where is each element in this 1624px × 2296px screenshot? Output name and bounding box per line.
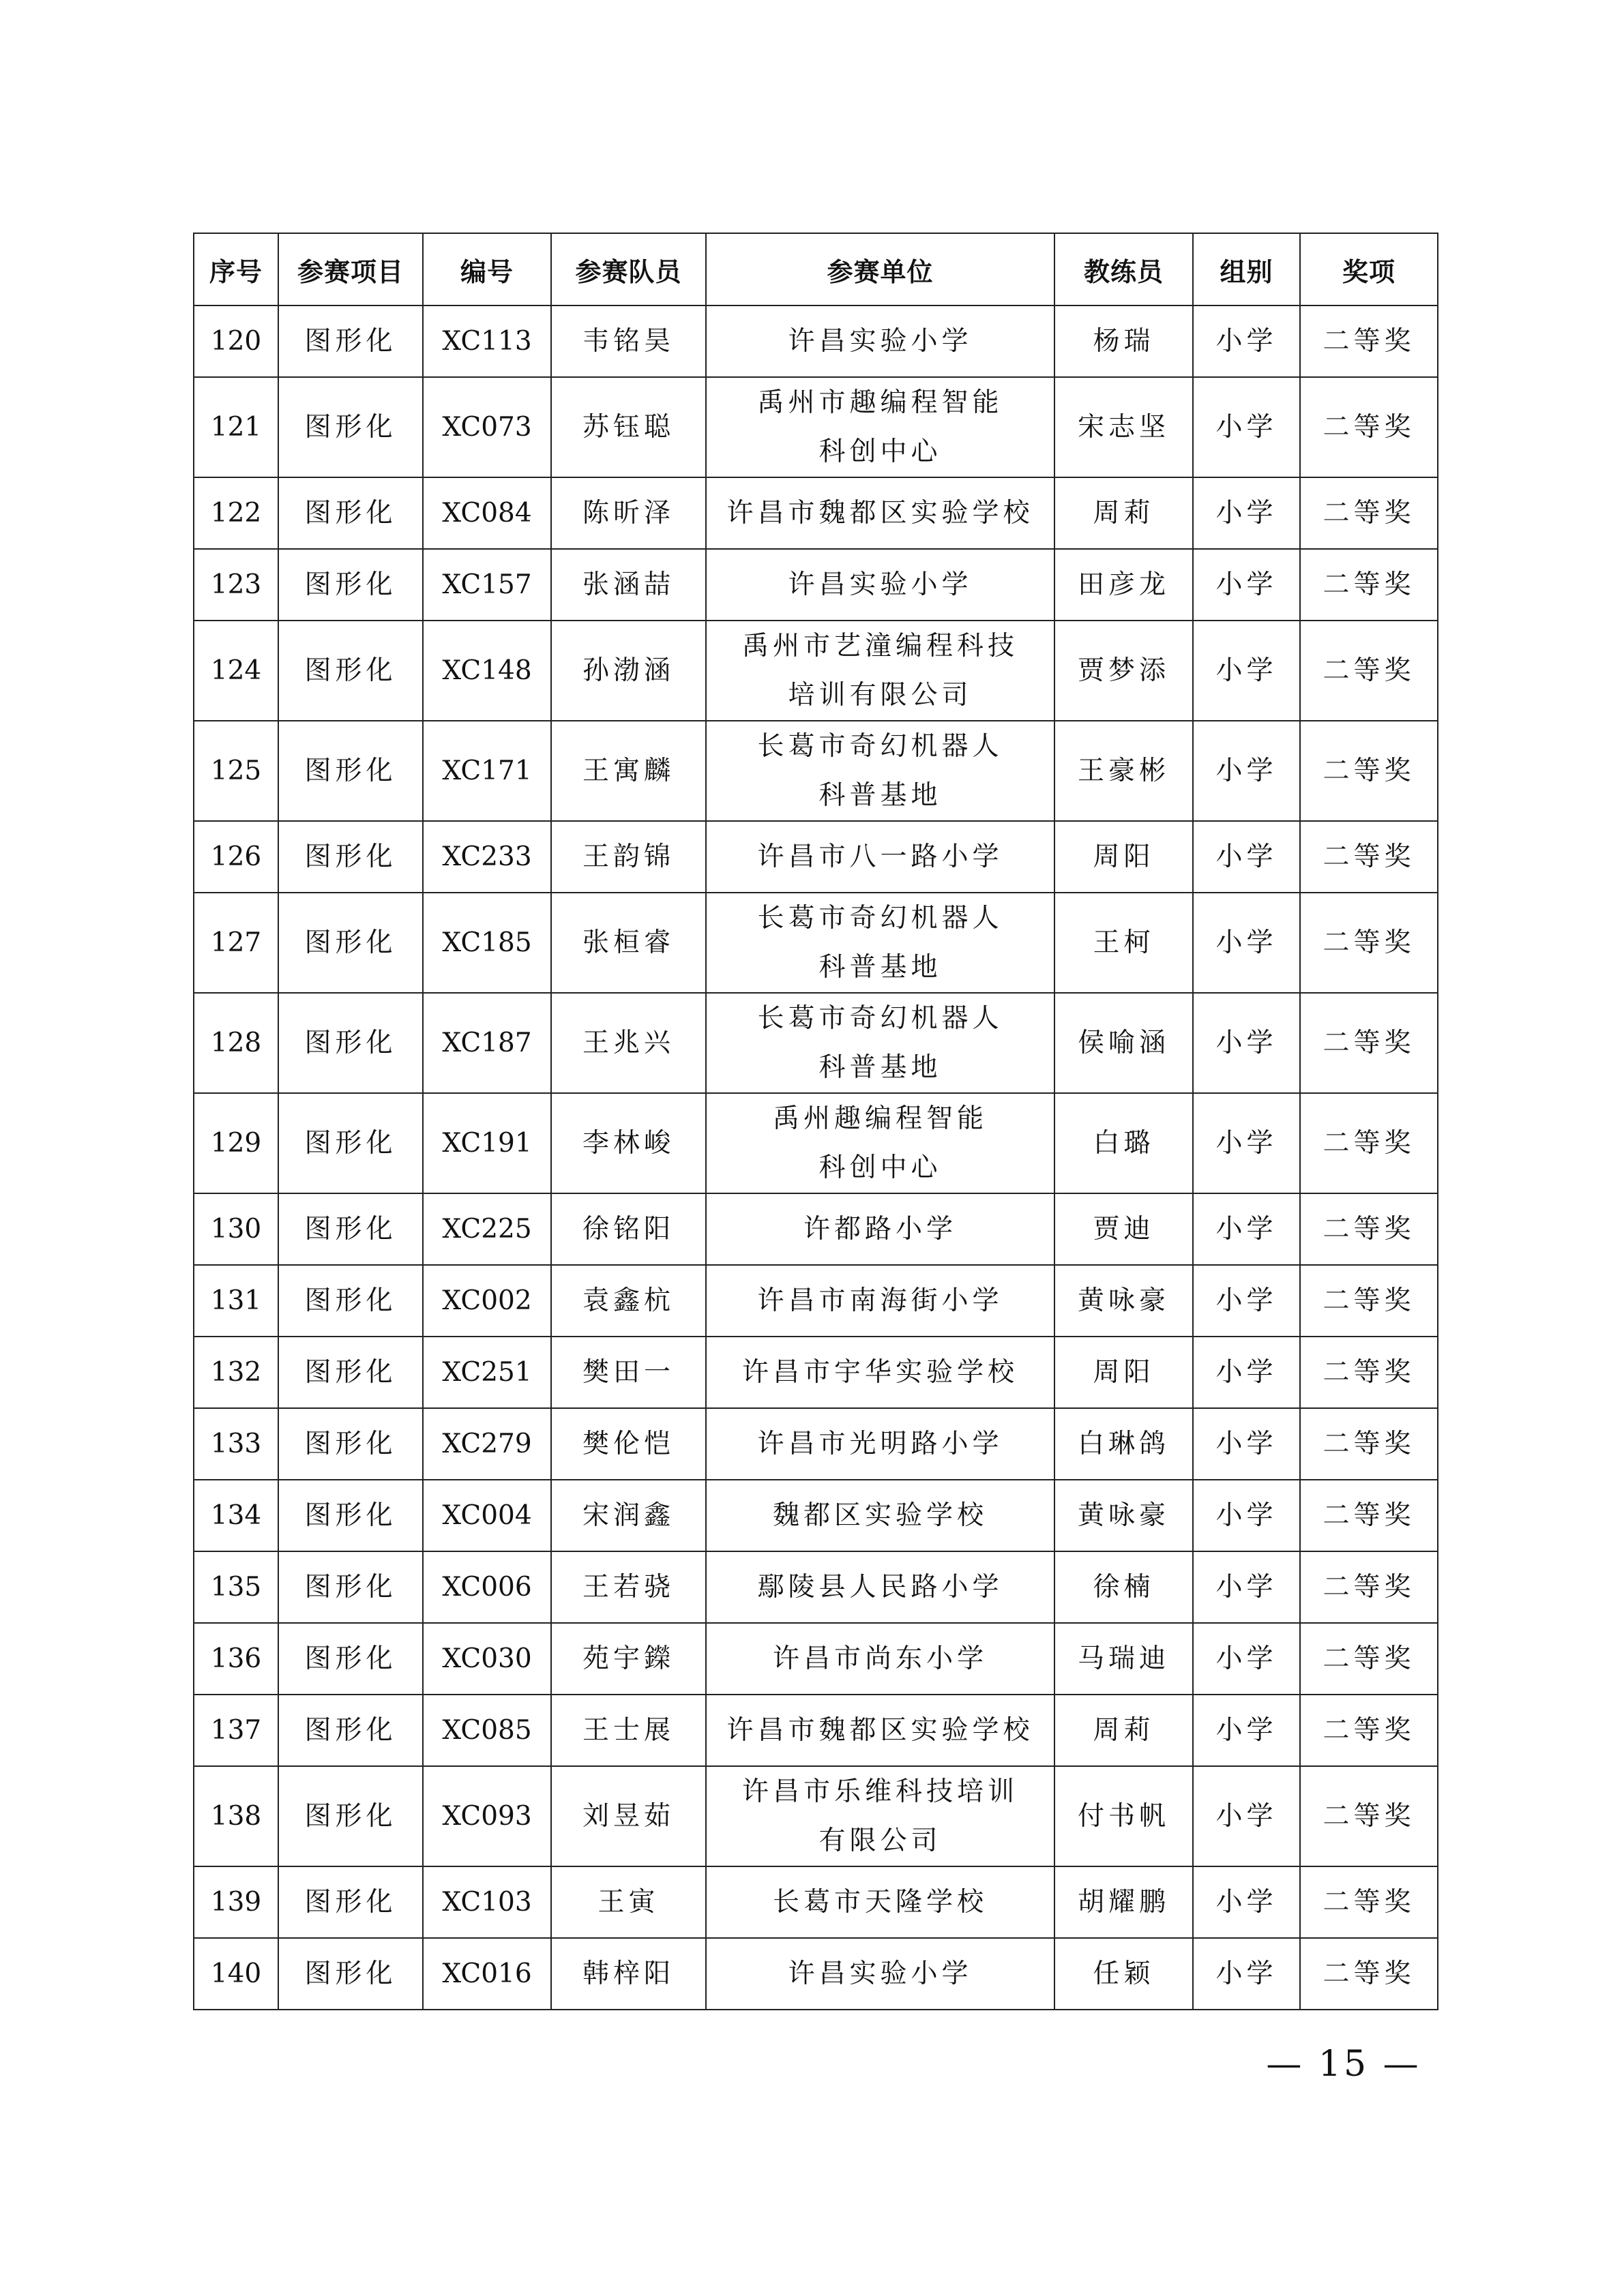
table-row <box>194 1480 1438 1551</box>
cell-unit <box>706 1766 1054 1866</box>
cell-code: XC185 <box>423 893 551 993</box>
cell-unit <box>706 993 1054 1093</box>
cell-member: 王寓麟 <box>551 721 706 821</box>
table-row <box>194 1408 1438 1480</box>
cell-project: 图形化 <box>278 1551 423 1623</box>
cell-code: XC103 <box>423 1866 551 1938</box>
cell-award: 二等奖 <box>1300 1766 1438 1866</box>
unit-line: 长葛市奇幻机器人 <box>757 730 1003 762</box>
cell-group: 小学 <box>1193 1193 1300 1265</box>
table-row <box>194 993 1438 1093</box>
cell-member: 韩梓阳 <box>551 1938 706 2010</box>
cell-group: 小学 <box>1193 821 1300 893</box>
unit-line: 科创中心 <box>818 1152 942 1183</box>
cell-unit <box>706 1623 1054 1695</box>
table-row <box>194 1766 1438 1866</box>
cell-seq: 123 <box>194 549 278 621</box>
cell-award: 二等奖 <box>1300 1695 1438 1766</box>
cell-member: 宋润鑫 <box>551 1480 706 1551</box>
cell-award: 二等奖 <box>1300 621 1438 721</box>
cell-seq: 138 <box>194 1766 278 1866</box>
cell-award: 二等奖 <box>1300 1093 1438 1193</box>
cell-member: 王韵锦 <box>551 821 706 893</box>
cell-seq: 127 <box>194 893 278 993</box>
table-body <box>194 305 1438 2010</box>
cell-award: 二等奖 <box>1300 377 1438 477</box>
cell-project: 图形化 <box>278 821 423 893</box>
cell-member: 王士展 <box>551 1695 706 1766</box>
header-award: 奖项 <box>1300 233 1438 305</box>
unit-line: 许昌实验小学 <box>788 1958 973 1989</box>
cell-project: 图形化 <box>278 1193 423 1265</box>
unit-line: 禹州趣编程智能 <box>772 1103 988 1134</box>
cell-group: 小学 <box>1193 721 1300 821</box>
unit-line: 许昌实验小学 <box>788 569 973 600</box>
cell-unit <box>706 1265 1054 1337</box>
cell-unit <box>706 1866 1054 1938</box>
header-coach: 教练员 <box>1054 233 1193 305</box>
table-row <box>194 477 1438 549</box>
cell-group: 小学 <box>1193 1265 1300 1337</box>
cell-coach: 白琳鸽 <box>1054 1408 1193 1480</box>
cell-member: 袁鑫杭 <box>551 1265 706 1337</box>
table-row <box>194 1623 1438 1695</box>
cell-seq: 133 <box>194 1408 278 1480</box>
cell-group: 小学 <box>1193 549 1300 621</box>
cell-code: XC113 <box>423 305 551 377</box>
cell-group: 小学 <box>1193 1093 1300 1193</box>
cell-coach: 胡耀鹏 <box>1054 1866 1193 1938</box>
cell-coach: 侯喻涵 <box>1054 993 1193 1093</box>
unit-line: 许昌市南海街小学 <box>757 1285 1003 1316</box>
unit-line: 科普基地 <box>818 951 942 983</box>
cell-coach: 周莉 <box>1054 477 1193 549</box>
header-unit: 参赛单位 <box>706 233 1054 305</box>
cell-unit <box>706 1938 1054 2010</box>
cell-member: 陈昕泽 <box>551 477 706 549</box>
cell-award: 二等奖 <box>1300 1938 1438 2010</box>
cell-group: 小学 <box>1193 1551 1300 1623</box>
cell-coach: 黄咏豪 <box>1054 1480 1193 1551</box>
unit-line: 许昌市乐维科技培训 <box>741 1776 1018 1807</box>
cell-code: XC085 <box>423 1695 551 1766</box>
cell-coach: 周阳 <box>1054 821 1193 893</box>
cell-code: XC187 <box>423 993 551 1093</box>
cell-group: 小学 <box>1193 1480 1300 1551</box>
cell-member: 苏钰聪 <box>551 377 706 477</box>
cell-unit <box>706 1480 1054 1551</box>
cell-group: 小学 <box>1193 1695 1300 1766</box>
cell-project: 图形化 <box>278 1623 423 1695</box>
cell-group: 小学 <box>1193 1866 1300 1938</box>
cell-seq: 131 <box>194 1265 278 1337</box>
cell-unit <box>706 821 1054 893</box>
cell-project: 图形化 <box>278 1866 423 1938</box>
table-row <box>194 821 1438 893</box>
table-row <box>194 305 1438 377</box>
cell-coach: 贾梦添 <box>1054 621 1193 721</box>
cell-group: 小学 <box>1193 1408 1300 1480</box>
table-row <box>194 1938 1438 2010</box>
cell-code: XC093 <box>423 1766 551 1866</box>
cell-coach: 周莉 <box>1054 1695 1193 1766</box>
cell-group: 小学 <box>1193 1766 1300 1866</box>
cell-code: XC006 <box>423 1551 551 1623</box>
cell-unit <box>706 893 1054 993</box>
cell-group: 小学 <box>1193 993 1300 1093</box>
cell-coach: 周阳 <box>1054 1337 1193 1408</box>
cell-award: 二等奖 <box>1300 893 1438 993</box>
unit-line: 许昌市尚东小学 <box>772 1643 988 1674</box>
header-seq: 序号 <box>194 233 278 305</box>
cell-group: 小学 <box>1193 621 1300 721</box>
cell-unit <box>706 549 1054 621</box>
cell-seq: 137 <box>194 1695 278 1766</box>
cell-award: 二等奖 <box>1300 1337 1438 1408</box>
cell-seq: 132 <box>194 1337 278 1408</box>
unit-line: 长葛市奇幻机器人 <box>757 902 1003 934</box>
cell-seq: 135 <box>194 1551 278 1623</box>
awards-table <box>193 233 1438 2010</box>
cell-unit <box>706 721 1054 821</box>
cell-seq: 125 <box>194 721 278 821</box>
cell-award: 二等奖 <box>1300 1193 1438 1265</box>
cell-coach: 黄咏豪 <box>1054 1265 1193 1337</box>
cell-seq: 120 <box>194 305 278 377</box>
table-row <box>194 1337 1438 1408</box>
page-number: — 15 — <box>1266 2044 1421 2085</box>
unit-line: 魏都区实验学校 <box>772 1500 988 1531</box>
unit-line: 许都路小学 <box>803 1213 957 1244</box>
cell-coach: 王柯 <box>1054 893 1193 993</box>
cell-group: 小学 <box>1193 893 1300 993</box>
cell-project: 图形化 <box>278 721 423 821</box>
cell-award: 二等奖 <box>1300 1866 1438 1938</box>
cell-code: XC157 <box>423 549 551 621</box>
cell-group: 小学 <box>1193 305 1300 377</box>
cell-award: 二等奖 <box>1300 1408 1438 1480</box>
unit-line: 长葛市奇幻机器人 <box>757 1002 1003 1034</box>
cell-member: 张桓睿 <box>551 893 706 993</box>
cell-project: 图形化 <box>278 1408 423 1480</box>
unit-line: 禹州市艺潼编程科技 <box>741 630 1018 661</box>
cell-project: 图形化 <box>278 477 423 549</box>
header-code: 编号 <box>423 233 551 305</box>
cell-unit <box>706 1551 1054 1623</box>
cell-code: XC030 <box>423 1623 551 1695</box>
cell-code: XC171 <box>423 721 551 821</box>
cell-code: XC251 <box>423 1337 551 1408</box>
cell-coach: 王豪彬 <box>1054 721 1193 821</box>
cell-member: 王若骁 <box>551 1551 706 1623</box>
cell-seq: 128 <box>194 993 278 1093</box>
cell-unit <box>706 1193 1054 1265</box>
cell-award: 二等奖 <box>1300 549 1438 621</box>
cell-project: 图形化 <box>278 377 423 477</box>
cell-award: 二等奖 <box>1300 993 1438 1093</box>
table-row <box>194 1695 1438 1766</box>
unit-line: 长葛市天隆学校 <box>772 1886 988 1918</box>
cell-member: 徐铭阳 <box>551 1193 706 1265</box>
unit-line: 许昌市八一路小学 <box>757 841 1003 872</box>
header-group: 组别 <box>1193 233 1300 305</box>
unit-line: 有限公司 <box>818 1825 942 1856</box>
cell-member: 孙渤涵 <box>551 621 706 721</box>
cell-project: 图形化 <box>278 1337 423 1408</box>
cell-seq: 126 <box>194 821 278 893</box>
cell-project: 图形化 <box>278 305 423 377</box>
cell-member: 李林峻 <box>551 1093 706 1193</box>
cell-member: 王兆兴 <box>551 993 706 1093</box>
cell-coach: 白璐 <box>1054 1093 1193 1193</box>
cell-member: 张涵喆 <box>551 549 706 621</box>
cell-seq: 139 <box>194 1866 278 1938</box>
cell-unit <box>706 1408 1054 1480</box>
cell-award: 二等奖 <box>1300 1265 1438 1337</box>
cell-code: XC073 <box>423 377 551 477</box>
cell-award: 二等奖 <box>1300 1551 1438 1623</box>
cell-coach: 任颖 <box>1054 1938 1193 2010</box>
cell-seq: 121 <box>194 377 278 477</box>
cell-unit <box>706 621 1054 721</box>
unit-line: 许昌实验小学 <box>788 325 973 357</box>
cell-award: 二等奖 <box>1300 721 1438 821</box>
unit-line: 鄢陵县人民路小学 <box>757 1571 1003 1602</box>
cell-unit <box>706 1337 1054 1408</box>
cell-unit <box>706 1695 1054 1766</box>
cell-seq: 122 <box>194 477 278 549</box>
cell-code: XC279 <box>423 1408 551 1480</box>
cell-code: XC084 <box>423 477 551 549</box>
cell-code: XC004 <box>423 1480 551 1551</box>
unit-line: 许昌市魏都区实验学校 <box>726 1714 1034 1746</box>
cell-member: 樊伦恺 <box>551 1408 706 1480</box>
cell-group: 小学 <box>1193 1623 1300 1695</box>
unit-line: 禹州市趣编程智能 <box>757 387 1003 418</box>
cell-project: 图形化 <box>278 893 423 993</box>
table-row <box>194 1551 1438 1623</box>
cell-group: 小学 <box>1193 1938 1300 2010</box>
cell-award: 二等奖 <box>1300 477 1438 549</box>
cell-seq: 134 <box>194 1480 278 1551</box>
cell-award: 二等奖 <box>1300 821 1438 893</box>
cell-member: 刘昱茹 <box>551 1766 706 1866</box>
cell-group: 小学 <box>1193 477 1300 549</box>
table-row <box>194 1866 1438 1938</box>
header-project: 参赛项目 <box>278 233 423 305</box>
cell-project: 图形化 <box>278 1480 423 1551</box>
cell-code: XC225 <box>423 1193 551 1265</box>
table-row <box>194 621 1438 721</box>
cell-member: 樊田一 <box>551 1337 706 1408</box>
cell-member: 王寅 <box>551 1866 706 1938</box>
cell-unit <box>706 305 1054 377</box>
cell-code: XC148 <box>423 621 551 721</box>
cell-code: XC233 <box>423 821 551 893</box>
table-row <box>194 377 1438 477</box>
cell-award: 二等奖 <box>1300 1623 1438 1695</box>
cell-project: 图形化 <box>278 549 423 621</box>
cell-coach: 田彦龙 <box>1054 549 1193 621</box>
cell-seq: 130 <box>194 1193 278 1265</box>
table-row <box>194 1093 1438 1193</box>
unit-line: 培训有限公司 <box>788 679 973 711</box>
cell-member: 苑宇鑅 <box>551 1623 706 1695</box>
table-row <box>194 549 1438 621</box>
cell-coach: 付书帆 <box>1054 1766 1193 1866</box>
cell-unit <box>706 377 1054 477</box>
cell-code: XC191 <box>423 1093 551 1193</box>
table-row <box>194 1193 1438 1265</box>
cell-project: 图形化 <box>278 993 423 1093</box>
cell-award: 二等奖 <box>1300 1480 1438 1551</box>
cell-project: 图形化 <box>278 1695 423 1766</box>
unit-line: 许昌市宇华实验学校 <box>741 1356 1018 1388</box>
cell-seq: 129 <box>194 1093 278 1193</box>
cell-unit <box>706 1093 1054 1193</box>
unit-line: 许昌市光明路小学 <box>757 1428 1003 1459</box>
cell-project: 图形化 <box>278 1766 423 1866</box>
cell-group: 小学 <box>1193 377 1300 477</box>
cell-seq: 136 <box>194 1623 278 1695</box>
cell-group: 小学 <box>1193 1337 1300 1408</box>
cell-coach: 徐楠 <box>1054 1551 1193 1623</box>
cell-project: 图形化 <box>278 621 423 721</box>
cell-project: 图形化 <box>278 1265 423 1337</box>
cell-project: 图形化 <box>278 1938 423 2010</box>
cell-seq: 140 <box>194 1938 278 2010</box>
table-row <box>194 721 1438 821</box>
cell-code: XC016 <box>423 1938 551 2010</box>
unit-line: 科普基地 <box>818 1052 942 1083</box>
cell-coach: 杨瑞 <box>1054 305 1193 377</box>
cell-seq: 124 <box>194 621 278 721</box>
cell-project: 图形化 <box>278 1093 423 1193</box>
table-row <box>194 1265 1438 1337</box>
unit-line: 科创中心 <box>818 436 942 467</box>
cell-coach: 宋志坚 <box>1054 377 1193 477</box>
cell-member: 韦铭昊 <box>551 305 706 377</box>
unit-line: 科普基地 <box>818 779 942 811</box>
cell-coach: 马瑞迪 <box>1054 1623 1193 1695</box>
cell-unit <box>706 477 1054 549</box>
header-member: 参赛队员 <box>551 233 706 305</box>
table-header-row <box>194 233 1438 305</box>
cell-code: XC002 <box>423 1265 551 1337</box>
cell-coach: 贾迪 <box>1054 1193 1193 1265</box>
unit-line: 许昌市魏都区实验学校 <box>726 497 1034 528</box>
cell-award: 二等奖 <box>1300 305 1438 377</box>
table-row <box>194 893 1438 993</box>
